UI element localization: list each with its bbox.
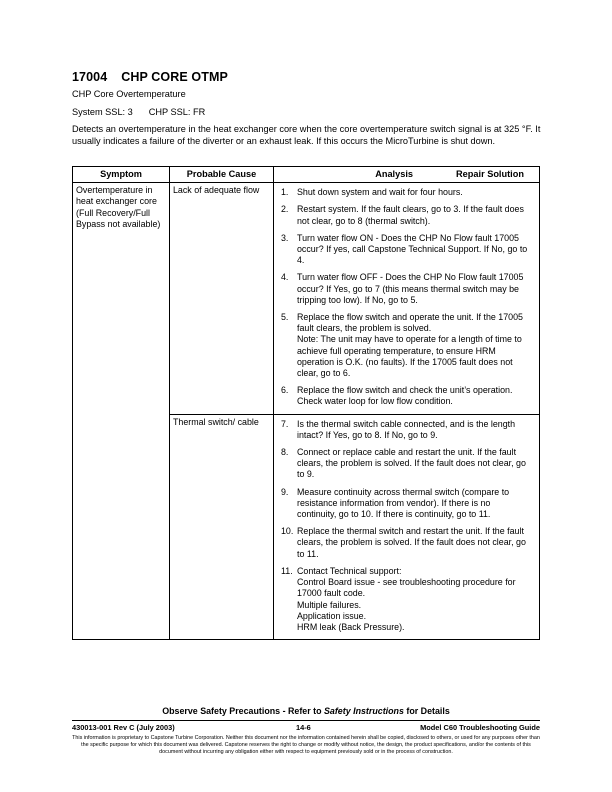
list-item: 1. Shut down system and wait for four hours. — [281, 187, 463, 198]
cause-cell: Thermal switch/ cable — [170, 414, 274, 639]
safety-notice: Observe Safety Precautions - Refer to Safety Instructions for Details — [162, 706, 450, 716]
list-item: 3. Turn water flow ON - Does the CHP No Flow fault 17005 occur? If yes, call Capstone Technical Support. If No, go to 4. — [281, 232, 528, 266]
footer-divider — [72, 720, 540, 721]
guide-title: Model C60 Troubleshooting Guide — [420, 723, 540, 732]
list-item: 4. Turn water flow OFF - Does the CHP No Flow fault 17005 occur? If Yes, go to 7 (this means thermal switch may be tripping too low). If No, go to 5. — [281, 272, 524, 305]
page-number: 14-6 — [296, 723, 311, 732]
header-symptom: Symptom — [73, 167, 170, 183]
list-item: 11. Contact Technical support: Control Board issue - see troubleshooting procedure for 17000 fault code. Multiple failures. Application issue. HRM leak (Back Pressure). — [281, 565, 516, 632]
analysis-cell — [274, 414, 540, 639]
symptom-cell: Overtemperature in heat exchanger core (Full Recovery/Full Bypass not available) — [73, 183, 170, 640]
cause-cell: Lack of adequate flow — [170, 183, 274, 414]
list-item: 6. Replace the flow switch and check the unit’s operation. Check water loop for low flow condition. — [281, 385, 513, 407]
fault-name: CHP CORE OTMP — [121, 70, 228, 84]
list-item: 8. Connect or replace cable and restart the unit. If the fault clears, the problem is solved. If the fault does not clear, go to 9. — [281, 447, 526, 480]
list-item: 9. Measure continuity across thermal switch (compare to resistance information from vendor). If there is no continuity, go to 10. If there is continuity, go to 11. — [281, 486, 510, 520]
doc-number: 430013-001 Rev C (July 2003) — [72, 723, 175, 732]
header-analysis: Analysis — [274, 167, 442, 183]
analysis-steps — [277, 185, 536, 409]
fault-subtitle: CHP Core Overtemperature — [72, 89, 186, 99]
header-repair-solution: Repair Solution — [441, 167, 540, 183]
safety-instructions-ref: Safety Instructions — [324, 706, 404, 716]
fault-description: Detects an overtemperature in the heat exchanger core when the core overtemperature switch signal is at 325 °F. It usually indicates a failure of the diverter or an exhaust leak. If this occurs the MicroTurbine is shut down. — [72, 124, 541, 146]
list-item: 7. Is the thermal switch cable connected, and is the length intact? If Yes, go to 8. If No, go to 9. — [281, 418, 516, 440]
list-item: 10. Replace the thermal switch and restart the unit. If the fault clears, the problem is solved. If the fault does not clear, go to 11. — [281, 526, 526, 559]
troubleshooting-table — [72, 166, 540, 640]
analysis-steps — [277, 417, 536, 635]
list-item: 2. Restart system. If the fault clears, go to 3. If the fault does not clear, go to 8 (thermal switch). — [281, 204, 524, 226]
table-header-row — [73, 167, 540, 183]
page-title — [72, 70, 228, 84]
legal-notice: This information is proprietary to Capstone Turbine Corporation. Neither this document nor the information contained herein shall be copied, disclosed to others, or used for any purposes other than the specific purpose for which this document was delivered. Capstone reserves the right to change or modify without notice, the design, the product specifications, and/or the contents of this document without incurring any obligation either with respect to equipment previously sold or in the process of construction. — [72, 735, 540, 755]
chp-ssl: CHP SSL: FR — [148, 107, 206, 117]
ssl-line — [72, 107, 205, 117]
list-item: 5. Replace the flow switch and operate the unit. If the 17005 fault clears, the problem is solved. Note: The unit may have to operate for a length of time to achieve full operating temperature, to ensure HRM operation is O.K. (no faults). If the 17005 fault does not clear, go to 6. — [281, 312, 523, 379]
system-ssl: System SSL: 3 — [72, 107, 133, 117]
fault-code: 17004 — [72, 70, 108, 84]
analysis-cell — [274, 183, 540, 414]
header-probable-cause: Probable Cause — [170, 167, 274, 183]
table-row — [73, 183, 540, 414]
